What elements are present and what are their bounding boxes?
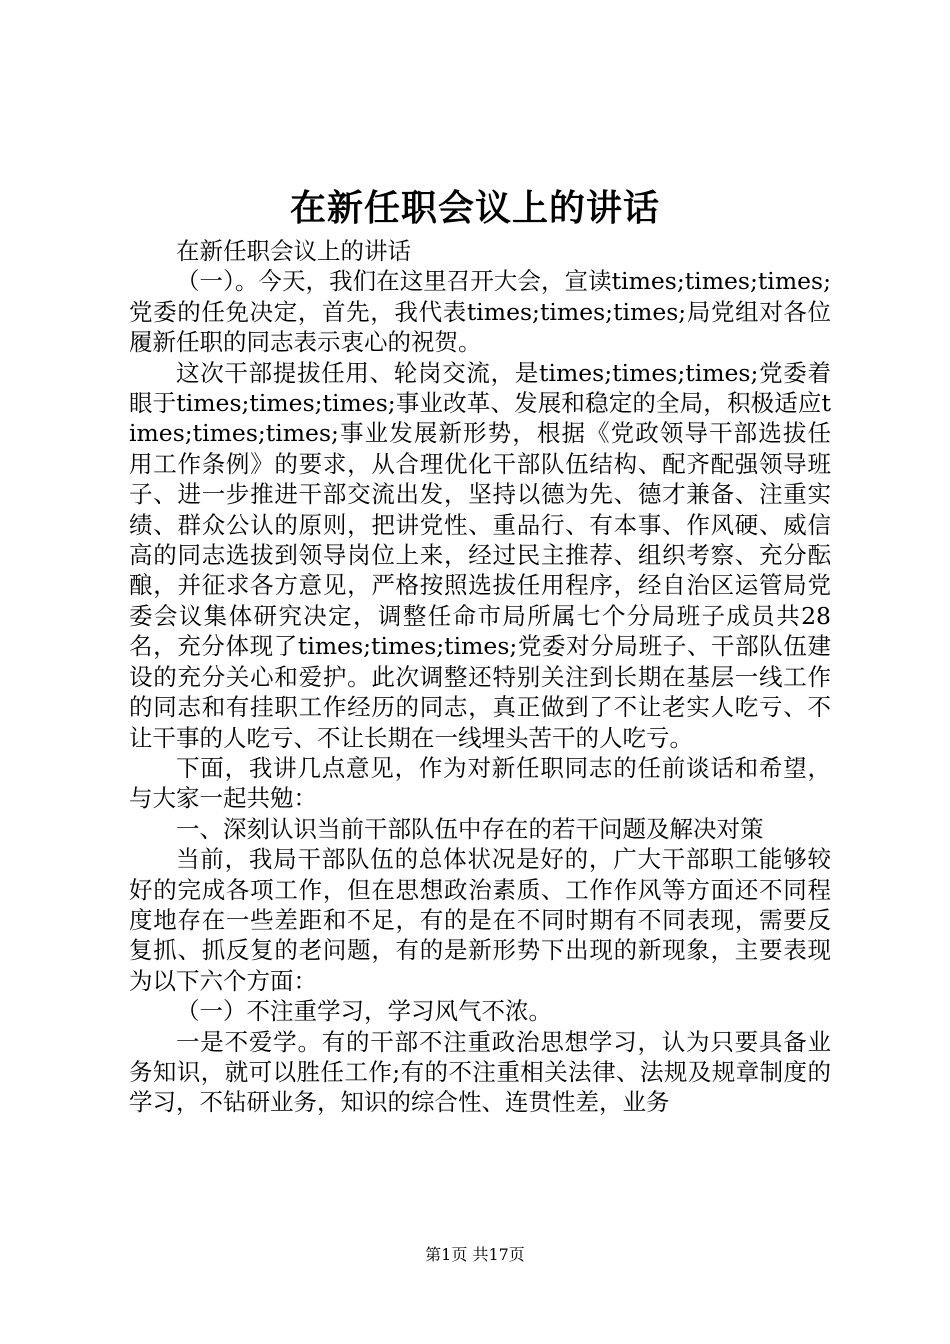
paragraph: 下面，我讲几点意见，作为对新任职同志的任前谈话和希望，与大家一起共勉：: [129, 753, 831, 813]
paragraph: 当前，我局干部队伍的总体状况是好的，广大干部职工能够较好的完成各项工作，但在思想政治素质、工作作风等方面还不同程度地存在一些差距和不足，有的是在不同时期有不同表现，需要反复抓、抓反复的老问题，有的是新形势下出现的新现象，主要表现为以下六个方面：: [129, 845, 831, 995]
paragraph-subtitle: 在新任职会议上的讲话: [176, 237, 411, 265]
page-footer: 第1页 共17页: [425, 1245, 525, 1264]
subsection-heading: （一）不注重学习，学习风气不浓。: [176, 997, 552, 1026]
paragraph: 一是不爱学。有的干部不注重政治思想学习，认为只要具备业务知识，就可以胜任工作;有的不注重相关法律、法规及规章制度的学习，不钻研业务，知识的综合性、连贯性差，业务: [129, 1027, 831, 1117]
paragraph: （一）。今天，我们在这里召开大会，宣读times;times;times;党委的任免决定，首先，我代表times;times;times;局党组对各位履新任职的同志表示衷心的祝贺。: [129, 267, 831, 357]
section-heading: 一、深刻认识当前干部队伍中存在的若干问题及解决对策: [176, 814, 764, 843]
paragraph: 这次干部提拔任用、轮岗交流，是times;times;times;党委着眼于times;times;times;事业改革、发展和稳定的全局，积极适应times;times;times;事业发展新形势，根据《党政领导干部选拔任用工作条例》的要求，从合理优化干部队伍结构、配齐配强领导班子、进一步推进干部交流出发，坚持以德为先、德才兼备、注重实绩、群众公认的原则，把讲党性、重品行、有本事、作风硬、威信高的同志选拔到领导岗位上来，经过民主推荐、组织考察、充分酝酿，并征求各方意见，严格按照选拔任用程序，经自治区运管局党委会议集体研究决定，调整任命市局所属七个分局班子成员共28名，充分体现了times;times;times;党委对分局班子、干部队伍建设的充分关心和爱护。此次调整还特别关注到长期在基层一线工作的同志和有挂职工作经历的同志，真正做到了不让老实人吃亏、不让干事的人吃亏、不让长期在一线埋头苦干的人吃亏。: [129, 358, 831, 752]
document-title: 在新任职会议上的讲话: [289, 187, 660, 229]
document-body: [129, 236, 831, 1118]
